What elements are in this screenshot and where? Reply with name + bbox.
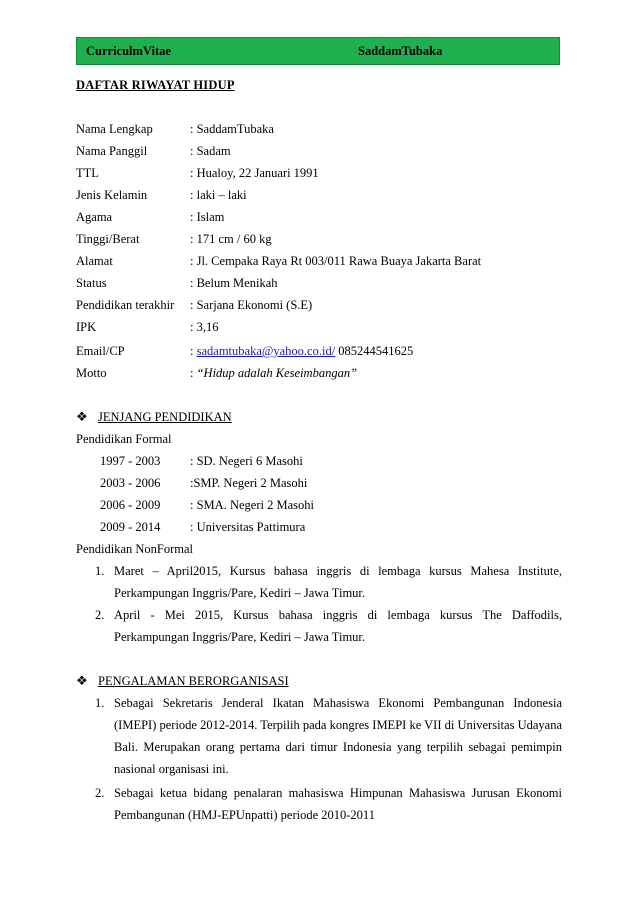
list-item — [95, 560, 562, 604]
phone-number: 085244541625 — [338, 344, 414, 358]
email-link[interactable]: sadamtubaka@yahoo.co.id/ — [196, 344, 336, 358]
email-prefix: : — [190, 344, 197, 358]
bio-value: : Jl. Cempaka Raya Rt 003/011 Rawa Buaya Jakarta Barat — [190, 254, 482, 268]
bio-key: Nama Panggil — [76, 144, 148, 158]
formal-label: Pendidikan Formal — [76, 432, 172, 446]
bio-value: : 171 cm / 60 kg — [190, 232, 272, 246]
edu-years: 2009 - 2014 — [100, 520, 161, 534]
bio-key: Pendidikan terakhir — [76, 298, 175, 312]
motto-key: Motto — [76, 366, 107, 380]
bio-key: Agama — [76, 210, 113, 224]
diamond-bullet-icon: ❖ — [76, 673, 88, 688]
email-key: Email/CP — [76, 344, 125, 358]
diamond-bullet-icon: ❖ — [76, 409, 88, 424]
edu-years: 1997 - 2003 — [100, 454, 161, 468]
cv-header-bar — [76, 37, 560, 65]
bio-value: : Belum Menikah — [190, 276, 278, 290]
header-left-text: CurriculmVitae — [86, 44, 171, 58]
list-number: 2. — [95, 608, 105, 622]
list-number: 1. — [95, 696, 105, 710]
list-text: Sebagai ketua bidang penalaran mahasiswa Himpunan Mahasiswa Jurusan Ekonomi Pembangunan (HMJ-EPUnpatti) periode 2010-2011 — [114, 786, 562, 822]
bio-value: : 3,16 — [190, 320, 219, 334]
edu-school: :SMP. Negeri 2 Masohi — [190, 476, 308, 490]
bio-key: Jenis Kelamin — [76, 188, 148, 202]
motto-value — [190, 364, 357, 382]
list-number: 2. — [95, 786, 105, 800]
list-item — [95, 604, 562, 648]
list-item — [95, 692, 562, 780]
list-number: 1. — [95, 564, 105, 578]
bio-value: : Hualoy, 22 Januari 1991 — [190, 166, 319, 180]
bio-value: : Sarjana Ekonomi (S.E) — [190, 298, 313, 312]
bio-value: : Islam — [190, 210, 225, 224]
bio-value: : laki – laki — [190, 188, 247, 202]
motto-prefix: : — [190, 366, 197, 380]
page-title: DAFTAR RIWAYAT HIDUP — [76, 78, 235, 92]
nonformal-label: Pendidikan NonFormal — [76, 542, 194, 556]
bio-value: : Sadam — [190, 144, 231, 158]
bio-key: IPK — [76, 320, 97, 334]
header-right-text: SaddamTubaka — [358, 44, 443, 58]
bio-key: Tinggi/Berat — [76, 232, 140, 246]
edu-school: : SD. Negeri 6 Masohi — [190, 454, 303, 468]
list-text: April - Mei 2015, Kursus bahasa inggris di lembaga kursus The Daffodils, Perkampungan Inggris/Pare, Kediri – Jawa Timur. — [114, 608, 562, 644]
bio-value: : SaddamTubaka — [190, 122, 274, 136]
bio-key: Status — [76, 276, 107, 290]
section-heading: JENJANG PENDIDIKAN — [98, 410, 232, 424]
motto-text: “Hidup adalah Keseimbangan” — [196, 366, 358, 380]
list-text: Sebagai Sekretaris Jenderal Ikatan Mahasiswa Ekonomi Pembangunan Indonesia (IMEPI) periode 2012-2014. Terpilih pada kongres IMEPI ke VII di Universitas Udayana Bali. Merupakan orang pertama dari timur Indonesia yang terpilih sebagai pemimpin nasional organisasi ini. — [114, 696, 562, 776]
list-text: Maret – April2015, Kursus bahasa inggris di lembaga kursus Mahesa Institute, Perkampungan Inggris/Pare, Kediri – Jawa Timur. — [114, 564, 562, 600]
edu-school: : SMA. Negeri 2 Masohi — [190, 498, 314, 512]
edu-years: 2003 - 2006 — [100, 476, 161, 490]
edu-school: : Universitas Pattimura — [190, 520, 306, 534]
email-value — [190, 342, 413, 360]
section-heading: PENGALAMAN BERORGANISASI — [98, 674, 289, 688]
bio-key: Alamat — [76, 254, 113, 268]
bio-key: TTL — [76, 166, 99, 180]
list-item — [95, 782, 562, 826]
bio-key: Nama Lengkap — [76, 122, 153, 136]
edu-years: 2006 - 2009 — [100, 498, 161, 512]
